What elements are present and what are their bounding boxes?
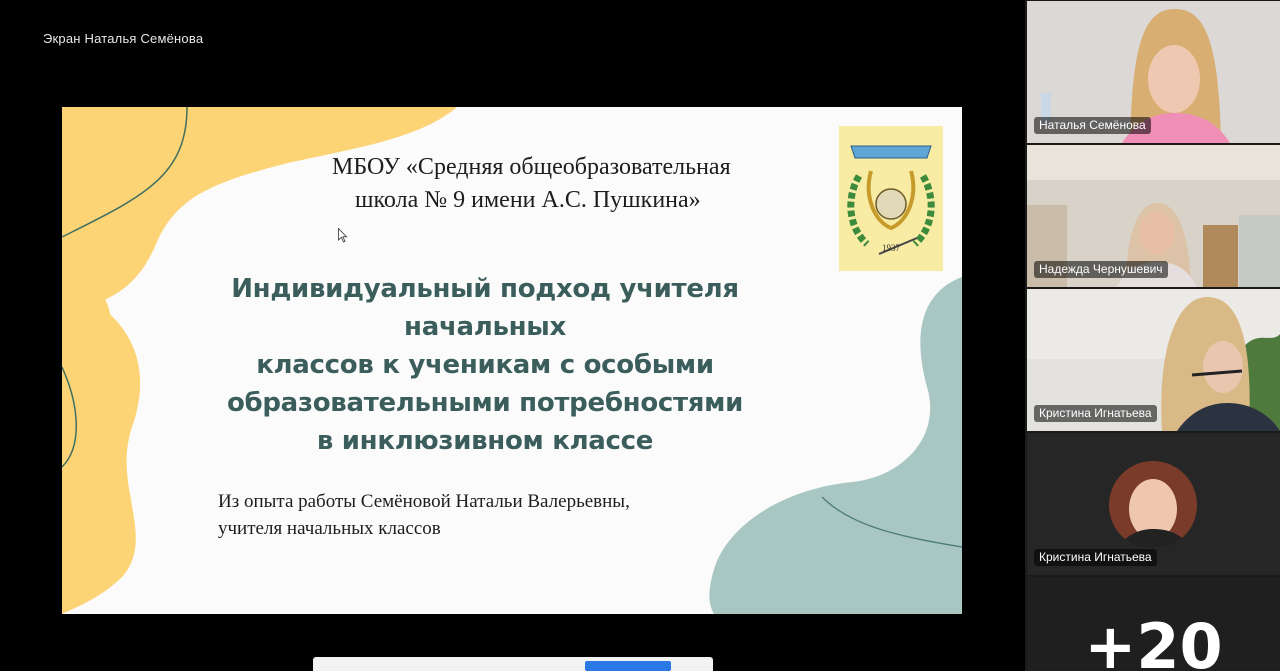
school-name (320, 151, 800, 217)
participant-name: Надежда Чернушевич (1034, 261, 1168, 278)
more-participants-count: +20 (1084, 610, 1223, 671)
mouse-cursor-icon (338, 228, 348, 243)
logo-year: 1937 (882, 243, 900, 253)
slide-title-line: Индивидуальный подход учителя начальных (231, 274, 739, 342)
participant-tile[interactable] (1027, 1, 1280, 143)
participant-tile[interactable] (1027, 289, 1280, 431)
yellow-blob-left-lower (62, 287, 140, 614)
participants-panel (1025, 0, 1280, 671)
school-name-line1: МБОУ «Средняя общеобразовательная (332, 154, 731, 180)
slide-title-line: классов к ученикам с особыми (256, 350, 714, 380)
bottom-toolbar-button[interactable] (585, 661, 671, 671)
author-credit (218, 488, 778, 542)
participant-name: Наталья Семёнова (1034, 117, 1151, 134)
slide-title-line: в инклюзивном классе (316, 426, 654, 456)
logo-laurel-right (915, 176, 931, 244)
participant-name: Кристина Игнатьева (1034, 549, 1157, 566)
participant-name: Кристина Игнатьева (1034, 405, 1157, 422)
school-logo (839, 126, 943, 271)
participant-tile[interactable] (1027, 433, 1280, 575)
author-line2: учителя начальных классов (218, 518, 441, 539)
school-name-line2: школа № 9 имени А.С. Пушкина» (355, 187, 701, 213)
presentation-slide (62, 107, 962, 614)
bottom-toolbar[interactable] (313, 657, 713, 671)
screen-share-label: Экран Наталья Семёнова (43, 31, 204, 46)
logo-ribbon (851, 146, 931, 158)
logo-laurel-left (851, 176, 867, 244)
author-line1: Из опыта работы Семёновой Натальи Валерьевны, (218, 491, 630, 512)
participant-tile-active-speaker[interactable] (1027, 145, 1280, 287)
slide-title-line: образовательными потребностями (226, 388, 744, 418)
more-participants-tile[interactable] (1027, 577, 1280, 671)
logo-portrait (876, 189, 906, 219)
slide-title (150, 270, 820, 460)
